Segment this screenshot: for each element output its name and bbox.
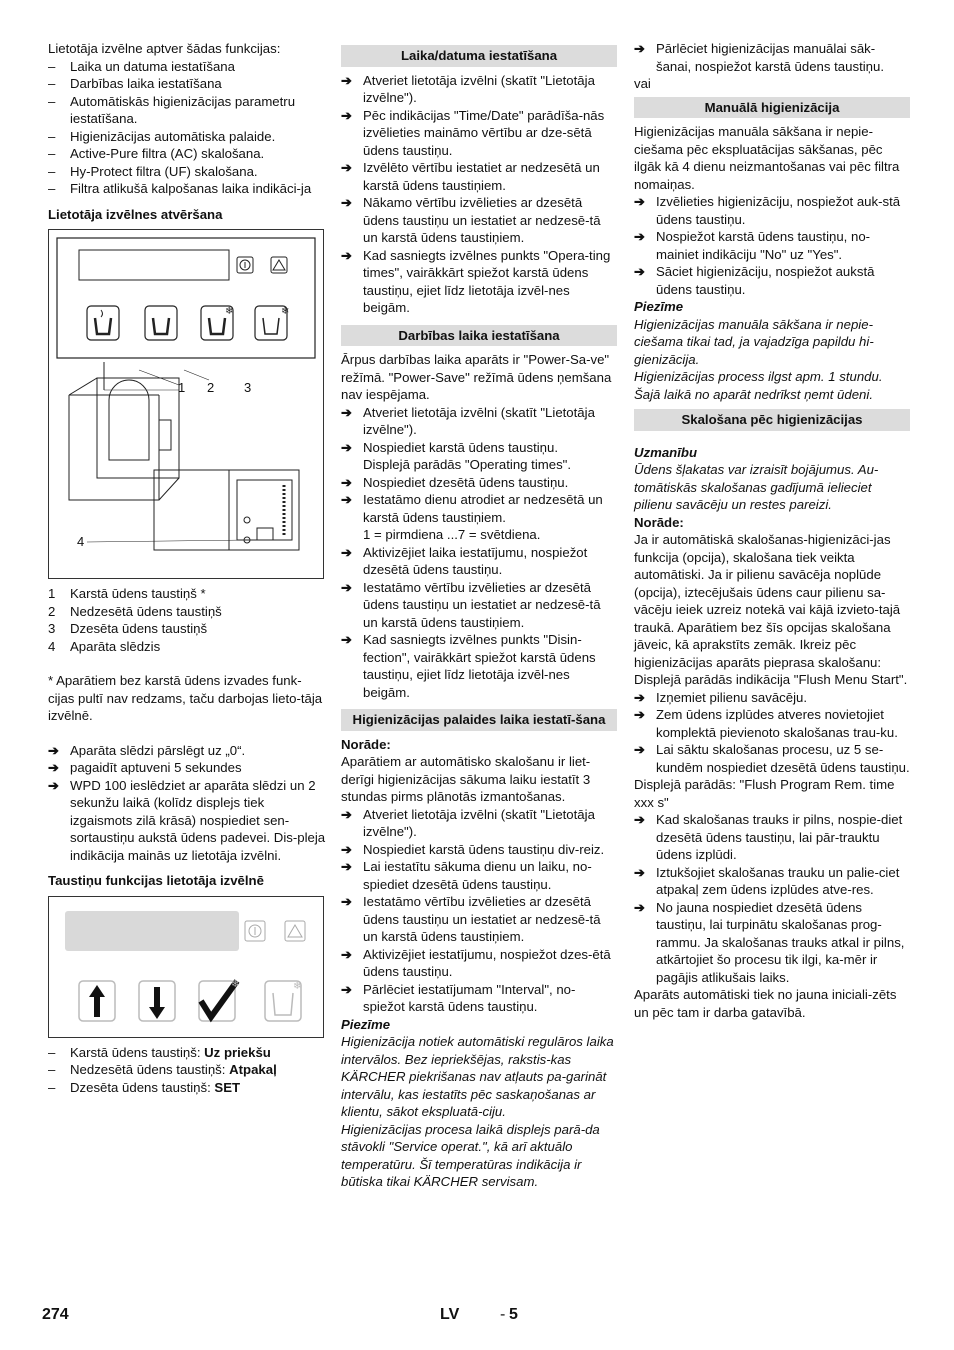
column-1 xyxy=(48,40,326,1096)
legend-item: 3 Dzesēta ūdens taustiņš xyxy=(48,621,208,636)
step: ➔ Kad sasniegts izvēlnes punkts "Opera-ting times", vairākkārt spiežot karstā ūdens taustiņu, ejiet līdz lietotāja izvēl-nes beigām. xyxy=(341,247,611,315)
list-item: – Darbības laika iestatīšana xyxy=(48,75,326,93)
footer-separator: - xyxy=(500,1306,506,1323)
step: ➔ No jauna nospiediet dzesētā ūdens taustiņu, lai turpinātu skalošanas prog-rammu. Ja skalošanas trauks atkal ir pilns, atkārtojiet šo procesu tik ilgi, ka-mēr ir pagājis atlikušais laiks. xyxy=(634,899,905,985)
step: ➔ Nospiediet karstā ūdens taustiņu. xyxy=(341,439,558,455)
hint-label: Piezīme xyxy=(341,1016,391,1032)
caution-label: Uzmanību xyxy=(634,444,698,460)
svg-text:❄: ❄ xyxy=(281,306,290,317)
step-note: Displejā parādās "Operating times". xyxy=(363,457,572,472)
step: ➔ Atveriet lietotāja izvēlni (skatīt "Lietotāja izvēlne"). xyxy=(341,806,595,839)
info-icon xyxy=(245,921,265,941)
figure-key-functions xyxy=(48,896,324,1038)
callout-2: 2 xyxy=(207,380,215,395)
step: ➔ Izvēlieties higienizāciju, nospiežot auk-stā ūdens taustiņu. xyxy=(634,194,901,227)
sparkling-water-key-icon xyxy=(265,981,301,1021)
step: ➔ Nospiediet dzesētā ūdens taustiņu. xyxy=(341,474,569,490)
step: ➔ Aktivizējiet laika iestatījumu, nospiežot dzesētā ūdens taustiņu. xyxy=(341,544,588,577)
step: ➔ Atveriet lietotāja izvēlni (skatīt "Lietotāja izvēlne"). xyxy=(341,72,595,105)
hint-text: Higienizācijas process ilgst apm. 1 stundu. Šajā laikā no aparāt nedrīkst ņemt ūdeni. xyxy=(634,369,883,402)
step: ➔ Aktivizējiet iestatījumu, nospiežot dzes-ētā ūdens taustiņu. xyxy=(341,946,611,979)
language-code: LV xyxy=(440,1306,460,1323)
step: ➔ Pārlēciet higienizācijas manuālai sāk-šanai, nospiežot karstā ūdens taustiņu. xyxy=(634,41,884,74)
step: ➔ Izņemiet pilienu savācēju. xyxy=(634,689,808,705)
list-item: – Higienizācijas automātiska palaide. xyxy=(48,128,326,146)
warning-icon xyxy=(271,257,287,273)
or-text: vai xyxy=(634,76,651,91)
column-3 xyxy=(634,40,910,1021)
column-2 xyxy=(341,40,617,1191)
set-checkmark-key-icon xyxy=(199,979,239,1021)
hint-text: Higienizācijas procesa laikā displejs parā-da stāvokli "Service operat.", kā arī aktuālo temperatūru. Šī temperatūras indikācija ir būtiska tikai KÄRCHER servisam. xyxy=(341,1121,600,1189)
paragraph: Ārpus darbības laika aparāts ir "Power-Sa-ve" režīmā. "Power-Save" režīmā ūdens ņemšana nav iespējama. xyxy=(341,352,612,402)
step: ➔ Sāciet higienizāciju, nospiežot aukstā ūdens taustiņu. xyxy=(634,264,875,297)
page-number: 274 xyxy=(42,1306,69,1323)
note-label: Norāde: xyxy=(634,514,684,530)
step: ➔ pagaidīt aptuveni 5 sekundes xyxy=(48,760,242,775)
footnote: * Aparātiem bez karstā ūdens izvades funk-cijas pultī nav redzams, taču darbojas lieto-tāja izvēlnē. xyxy=(48,673,323,723)
step: ➔ Pārlēciet iestatījumam "Interval", no-spiežot karstā ūdens taustiņu. xyxy=(341,981,576,1014)
step: ➔ Iztukšojiet skalošanas trauku un palie-ciet atpakaļ zem ūdens izplūdes atve-res. xyxy=(634,864,900,897)
svg-text:❄: ❄ xyxy=(225,306,234,317)
figure-control-panel-drawing xyxy=(49,230,323,578)
list-item: – Laika un datuma iestatīšana xyxy=(48,58,326,76)
paragraph: Aparātiem ar automātisko skalošanu ir liet-derīgi higienizācijas sākuma laiku iestatīt 3 stundas pirms plānotās izmantošanas. xyxy=(341,754,591,804)
step: ➔ Nospiediet karstā ūdens taustiņu div-reiz. xyxy=(341,841,605,857)
uncooled-water-key-icon xyxy=(145,306,177,340)
step: ➔ Iestatāmo vērtību izvēlieties ar dzesētā ūdens taustiņu un iestatiet ar nedzesē-tā un karstā ūdens taustiņiem. xyxy=(341,579,601,630)
step: ➔ Kad sasniegts izvēlnes punkts "Disin-fection", vairākkārt spiežot karstā ūdens taustiņu, ejiet līdz lietotāja izvēl-nes beigām. xyxy=(341,632,596,700)
list-item: – Active-Pure filtra (AC) skalošana. xyxy=(48,145,326,163)
info-icon xyxy=(237,257,253,273)
key-function-item: – Nedzesētā ūdens taustiņš: Atpakaļ xyxy=(48,1061,326,1079)
svg-text:❄: ❄ xyxy=(293,980,302,992)
figure-key-functions-drawing xyxy=(49,897,323,1037)
step: ➔ Kad skalošanas trauks ir pilns, nospie-diet dzesētā ūdens taustiņu, lai pār-trauktu ūdens izplūdi. xyxy=(634,812,903,862)
section-title-operating-time: Darbības laika iestatīšana xyxy=(341,325,617,347)
section-heading-open-menu: Lietotāja izvēlnes atvēršana xyxy=(48,206,223,222)
list-item: – Filtra atlikušā kalpošanas laika indikāci-ja xyxy=(48,180,326,198)
step: ➔ Nākamo vērtību izvēlieties ar dzesētā ūdens taustiņu un iestatiet ar nedzesē-tā un karstā ūdens taustiņiem. xyxy=(341,195,601,245)
step: ➔ Aparāta slēdzi pārslēgt uz „0“. xyxy=(48,742,246,758)
callout-3: 3 xyxy=(244,380,252,395)
legend-item: 1 Karstā ūdens taustiņš * xyxy=(48,586,206,601)
list-item: – Hy-Protect filtra (UF) skalošana. xyxy=(48,163,326,181)
cooled-water-key-icon xyxy=(201,306,233,340)
list-item: – Automātiskās higienizācijas parametru iestatīšana. xyxy=(48,93,326,128)
sparkling-water-key-icon xyxy=(255,306,289,340)
paragraph: Aparāts automātiski tiek no jauna iniciali-zēts un pēc tam ir darba gatavībā. xyxy=(634,987,897,1020)
step: ➔ Izvēlēto vērtību iestatiet ar nedzesētā un karstā ūdens taustiņiem. xyxy=(341,160,600,193)
note-label: Norāde: xyxy=(341,736,391,752)
hot-water-key-icon xyxy=(87,306,119,340)
section-heading-key-functions: Taustiņu funkcijas lietotāja izvēlnē xyxy=(48,873,264,888)
step-note: 1 = pirmdiena ...7 = svētdiena. xyxy=(363,527,541,542)
warning-icon xyxy=(285,921,305,941)
step: ➔ Zem ūdens izplūdes atveres novietojiet komplektā pievienoto skalošanas trau-ku. xyxy=(634,707,898,740)
functions-intro: Lietotāja izvēlne aptver šādas funkcijas: xyxy=(48,41,281,56)
step: ➔ Iestatāmo vērtību izvēlieties ar dzesētā ūdens taustiņu un iestatiet ar nedzesē-tā un karstā ūdens taustiņiem. xyxy=(341,894,601,944)
legend-item: 4 Aparāta slēdzis xyxy=(48,638,161,654)
step: ➔ Iestatāmo dienu atrodiet ar nedzesētā un karstā ūdens taustiņiem. xyxy=(341,492,603,525)
caution-text: Ūdens šļakatas var izraisīt bojājumus. Au-tomātiskās skalošanas gadījumā ielieciet pilienu savācēju un restes pareizi. xyxy=(634,462,879,512)
paragraph: Displejā parādās: "Flush Program Rem. time xxx s" xyxy=(634,777,895,810)
hint-label: Piezīme xyxy=(634,299,684,314)
back-arrow-key-icon xyxy=(139,981,175,1021)
legend-item: 2 Nedzesētā ūdens taustiņš xyxy=(48,603,222,619)
callout-4: 4 xyxy=(77,534,85,549)
section-title-hygienization-time: Higienizācijas palaides laika iestatī-šana xyxy=(341,709,617,731)
section-title-time-date: Laika/datuma iestatīšana xyxy=(341,45,617,67)
svg-text:❄: ❄ xyxy=(231,978,240,990)
callout-1: 1 xyxy=(178,380,186,395)
step: ➔ Pēc indikācijas "Time/Date" parādīša-nās izvēlieties maināmo vērtību ar dze-sētā ūdens taustiņu. xyxy=(341,107,605,158)
section-title-manual-hygienization: Manuālā higienizācija xyxy=(634,97,910,119)
forward-arrow-key-icon xyxy=(79,981,115,1021)
paragraph: Ja ir automātiskā skalošanas-higienizāci-jas funkcija (opcija), skalošana tiek veikta automātiski. Ja ir pilienu savācēja noplūde (opcija), iztecējušais ūdens caur pilienu sa-vācēju ieiek uzreiz notekā vai kājā izvieto-tajā traukā. Aparātiem bez šīs opcijas skalošana jāveic, kā aprakstīts zemāk. Ikreiz pēc higienizācijas aparāts pieprasa skalošanu: Displejā parādās indikācija "Flush Menu Start". xyxy=(634,532,908,687)
figure-control-panel xyxy=(48,229,324,579)
step: ➔ Atveriet lietotāja izvēlni (skatīt "Lietotāja izvēlne"). xyxy=(341,404,595,437)
step: ➔ WPD 100 ieslēdziet ar aparāta slēdzi un 2 sekunžu laikā (kolīdz displejs tiek izgaismots zilā krāsā) nospiediet sen-sortaustiņu aukstā ūdens padevei. Dis-pleja indikācija mainās uz lietotāja izvēlni. xyxy=(48,777,326,863)
key-function-item: – Karstā ūdens taustiņš: Uz priekšu xyxy=(48,1044,326,1062)
key-function-item: – Dzesēta ūdens taustiņš: SET xyxy=(48,1079,326,1097)
paragraph: Higienizācijas manuāla sākšana ir nepie-ciešama pēc ekspluatācijas sākšanas, pēc ilgāk kā 4 dienu neizmantošanas vai pēc filtra nomaiņas. xyxy=(634,124,900,192)
section-page-number: 5 xyxy=(509,1306,518,1323)
hint-text: Higienizācija notiek automātiski regulāros laika intervālos. Bez iepriekšējas, rakstis-kas KÄRCHER piekrišanas nav atļauts pa-garināt intervālu, kas iestatīts pēc saskaņošanas ar klientu, sākot ekspluatā-ciju. xyxy=(341,1034,614,1119)
hint-text: Higienizācijas manuāla sākšana ir nepie-ciešama tikai tad, ja vajadzīga papildu hi-gienizācija. xyxy=(634,316,874,367)
section-title-rinsing: Skalošana pēc higienizācijas xyxy=(634,409,910,431)
step: ➔ Nospiežot karstā ūdens taustiņu, no-mainiet indikāciju "No" uz "Yes". xyxy=(634,229,871,262)
step: ➔ Lai iestatītu sākuma dienu un laiku, no-spiediet dzesētā ūdens taustiņu. xyxy=(341,859,592,892)
step: ➔ Lai sāktu skalošanas procesu, uz 5 se-kundēm nospiediet dzesētā ūdens taustiņu. xyxy=(634,742,910,775)
